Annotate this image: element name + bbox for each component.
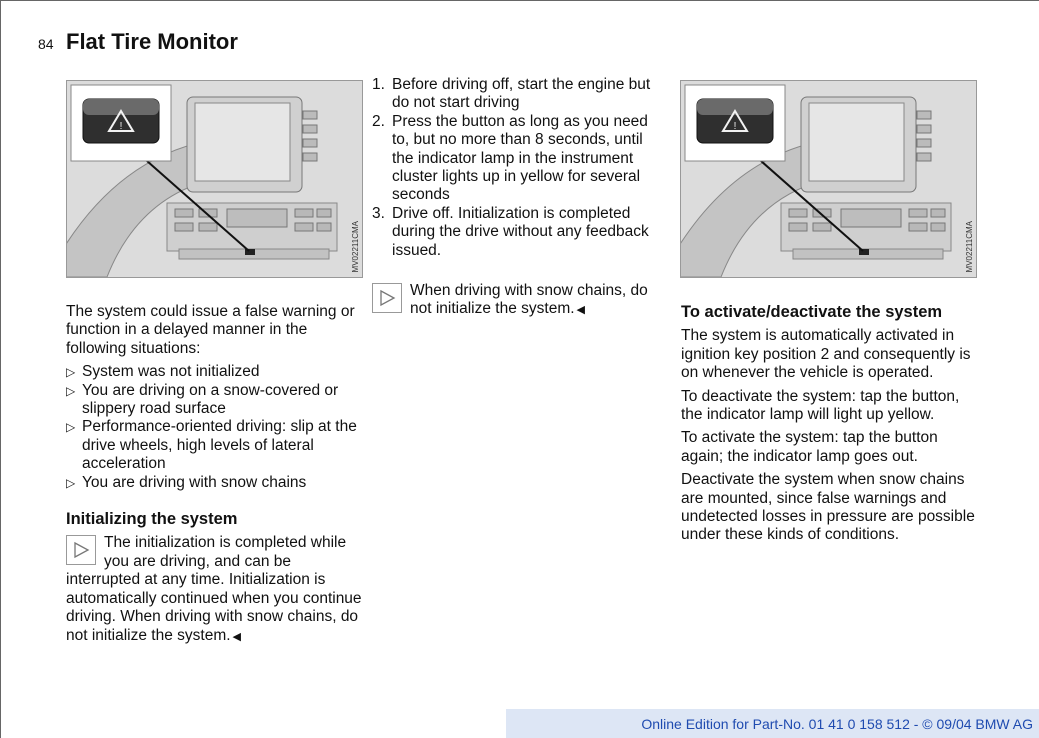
dashboard-illustration-right [680,80,977,278]
page-frame-left [0,0,1,738]
note-triangle-icon [66,535,96,565]
list-item: ▷ You are driving on a snow-covered or slippery road surface [66,381,339,418]
paragraph: To deactivate the system: tap the button, the indicator lamp will light up yellow. [681,387,960,424]
footer-bar [506,709,1039,738]
triangle-right-icon: ▷ [66,475,76,490]
paragraph: The system is automatically activated in ignition key position 2 and consequently is on whenever the vehicle is operated. [681,327,971,382]
triangle-right-icon: ▷ [66,420,76,435]
svg-text:!: ! [733,121,737,132]
right-column [681,303,977,550]
triangle-left-icon: ◀ [232,630,242,643]
note-triangle-icon [372,283,402,313]
figure-code: MV02211CMA [351,221,360,273]
list-item: ▷ Performance-oriented driving: slip at the drive wheels, high levels of lateral acceleration [66,418,357,473]
list-item: 3. Drive off. Initialization is completed during the drive without any feedback issued. [372,204,649,259]
page-number: 84 [38,36,54,52]
note-snow-chains: When driving with snow chains, do not initialize the system. ◀ [372,282,668,320]
dashboard-illustration-left [66,80,363,278]
list-item: ▷ System was not initialized [66,363,260,381]
figure-code: MV02211CMA [965,221,974,273]
footer-edition-text: Online Edition for Part-No. 01 41 0 158 512 - © 09/04 BMW AG [641,716,1033,732]
intro-paragraph: The system could issue a false warning or function in a delayed manner in the following situations: [66,303,355,357]
left-column [66,303,362,646]
triangle-right-icon: ▷ [66,383,76,398]
dashboard-drawing [67,81,362,277]
paragraph: Deactivate the system when snow chains are mounted, since false warnings and undetected losses in pressure are possible under these kinds of conditions. [681,471,975,544]
dashboard-drawing [681,81,976,277]
steps-list [372,76,668,260]
triangle-left-icon: ◀ [576,304,586,317]
list-item: ▷ You are driving with snow chains [66,473,307,491]
situation-list [66,363,362,492]
list-item: 1. Before driving off, start the engine but do not start driving [372,76,651,112]
list-item: 2. Press the button as long as you need to, but no more than 8 seconds, until the indicator lamp in the instrument cluster lights up in yellow for several seconds [372,112,648,204]
section-heading-initializing: Initializing the system [66,510,238,529]
svg-text:!: ! [119,121,123,132]
paragraph: To activate the system: tap the button again; the indicator lamp goes out. [681,429,938,465]
triangle-right-icon: ▷ [66,365,76,380]
page-title: Flat Tire Monitor [66,29,238,54]
page-frame-top [0,0,1039,1]
middle-column [372,76,668,320]
note-initialization: The initialization is completed while you are driving, and can be interrupted at any time. Initialization is automatically continued when you continue driving. When driving with snow chains, do not initialize the system. ◀ [66,534,362,644]
section-heading-activate: To activate/deactivate the system [681,303,943,321]
